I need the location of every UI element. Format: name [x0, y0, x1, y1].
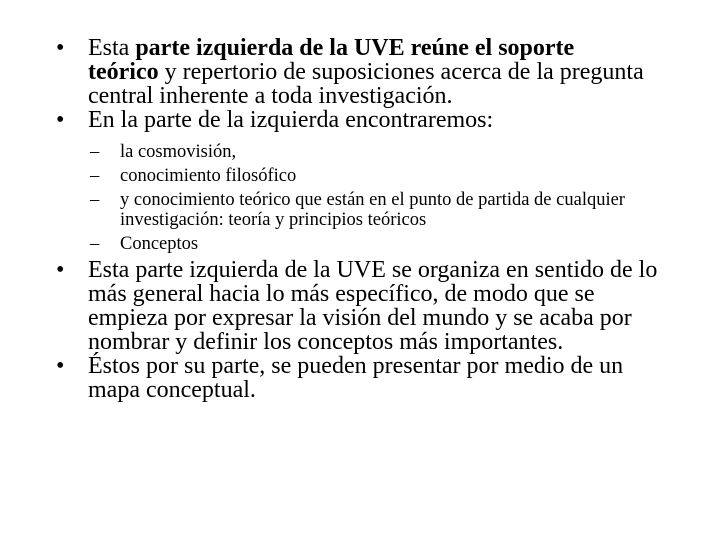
bullet-1-pre: Esta	[88, 35, 136, 61]
bullet-3-text: Esta parte izquierda de la UVE se organiza en sentido de lo más general hacia lo más específico, de modo que se empieza por expresar la visión del mundo y se acaba por nombrar y definir los conceptos más importantes.	[88, 257, 658, 355]
sub-item-4	[88, 234, 676, 254]
bullet-item-4	[56, 354, 676, 402]
dash-icon: –	[90, 166, 100, 186]
bullet-list	[56, 36, 676, 402]
sub-item-3	[88, 190, 676, 230]
bullet-1-post: y repertorio de suposiciones acerca de la pregunta central inherente a toda investigación.	[88, 59, 644, 109]
bullet-icon: •	[56, 35, 65, 61]
dash-icon: –	[90, 234, 100, 254]
sub-item-1-text: la cosmovisión,	[120, 142, 237, 162]
sub-item-2	[88, 166, 676, 186]
sub-item-3-text: y conocimiento teórico que están en el punto de partida de cualquier investigación: teoría y principios teóricos	[120, 190, 625, 230]
bullet-item-1	[56, 36, 676, 108]
bullet-icon: •	[56, 257, 65, 283]
sub-item-2-text: conocimiento filosófico	[120, 166, 297, 186]
bullet-item-3	[56, 258, 676, 354]
sub-item-4-text: Conceptos	[120, 234, 199, 254]
bullet-1-bold-a: parte izquierda de la UVE reúne el soporte	[135, 35, 575, 61]
sub-list	[88, 142, 676, 254]
dash-icon: –	[90, 190, 100, 210]
dash-icon: –	[90, 142, 100, 162]
bullet-item-2	[56, 108, 676, 254]
bullet-1-bold-b: teórico	[88, 59, 159, 85]
bullet-icon: •	[56, 107, 65, 133]
bullet-2-text: En la parte de la izquierda encontraremos:	[88, 107, 494, 133]
bullet-icon: •	[56, 353, 65, 379]
sub-item-1	[88, 142, 676, 162]
bullet-4-text: Éstos por su parte, se pueden presentar por medio de un mapa conceptual.	[88, 353, 624, 403]
